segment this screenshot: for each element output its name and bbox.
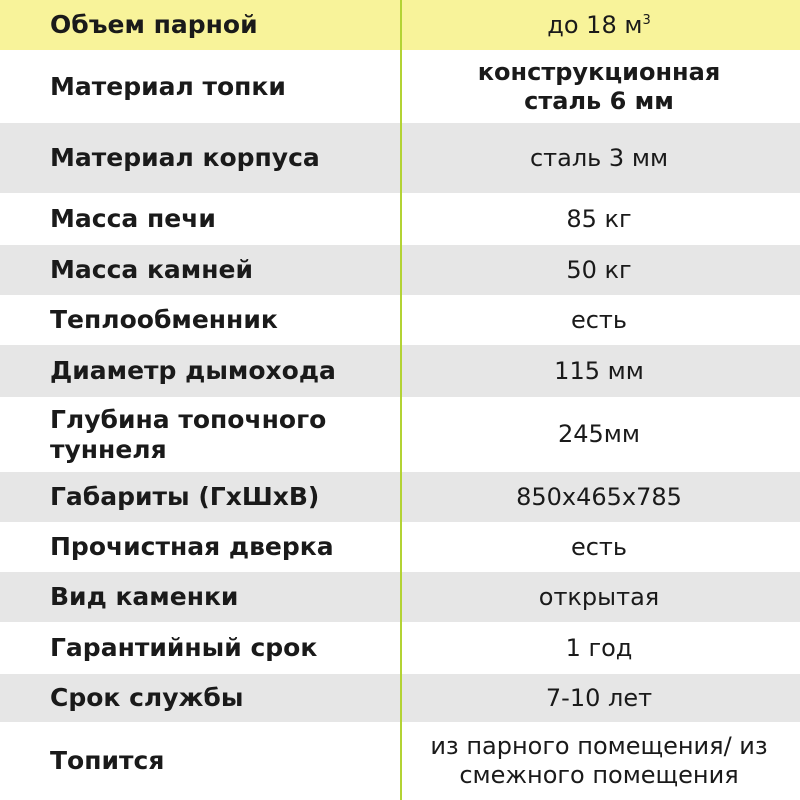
row-label: Теплообменник xyxy=(50,305,278,334)
row-value xyxy=(400,11,798,40)
value-text: до 18 м xyxy=(547,10,643,39)
row-label xyxy=(0,405,400,465)
row-label: Прочистная дверка xyxy=(50,532,334,561)
value-superscript: 3 xyxy=(642,12,651,28)
row-value: открытая xyxy=(538,582,660,611)
row-value: 1 год xyxy=(565,633,633,662)
row-label: Диаметр дымохода xyxy=(50,356,336,385)
row-label: Гарантийный срок xyxy=(50,633,318,662)
row-value: сталь 3 мм xyxy=(529,143,669,172)
row-label: Материал корпуса xyxy=(50,143,320,172)
row-value: 85 кг xyxy=(566,204,632,233)
row-value xyxy=(400,732,798,790)
row-value: 7-10 лет xyxy=(545,683,653,712)
row-value: 115 мм xyxy=(554,356,644,385)
row-label: Габариты (ГхШхВ) xyxy=(50,482,320,511)
row-value: 50 кг xyxy=(566,255,632,284)
row-label: Объем парной xyxy=(50,10,258,39)
column-divider xyxy=(400,0,402,800)
row-value: есть xyxy=(570,532,628,561)
row-label: Масса камней xyxy=(50,255,253,284)
row-value xyxy=(400,58,798,116)
row-label: Вид каменки xyxy=(50,582,239,611)
row-label: Срок службы xyxy=(50,683,244,712)
row-label: Масса печи xyxy=(50,204,216,233)
value-line: конструкционная xyxy=(477,57,721,86)
row-value: есть xyxy=(570,305,628,334)
row-value: 850х465х785 xyxy=(516,482,682,511)
value-line: смежного помещения xyxy=(459,761,739,789)
row-label: Топится xyxy=(50,746,165,775)
row-value: 245мм xyxy=(557,420,641,448)
row-label: Материал топки xyxy=(50,71,286,101)
value-line: из парного помещения/ из xyxy=(430,732,768,760)
label-line: туннеля xyxy=(50,434,167,464)
value-line: сталь 6 мм xyxy=(524,86,674,115)
label-line: Глубина топочного xyxy=(50,404,327,434)
